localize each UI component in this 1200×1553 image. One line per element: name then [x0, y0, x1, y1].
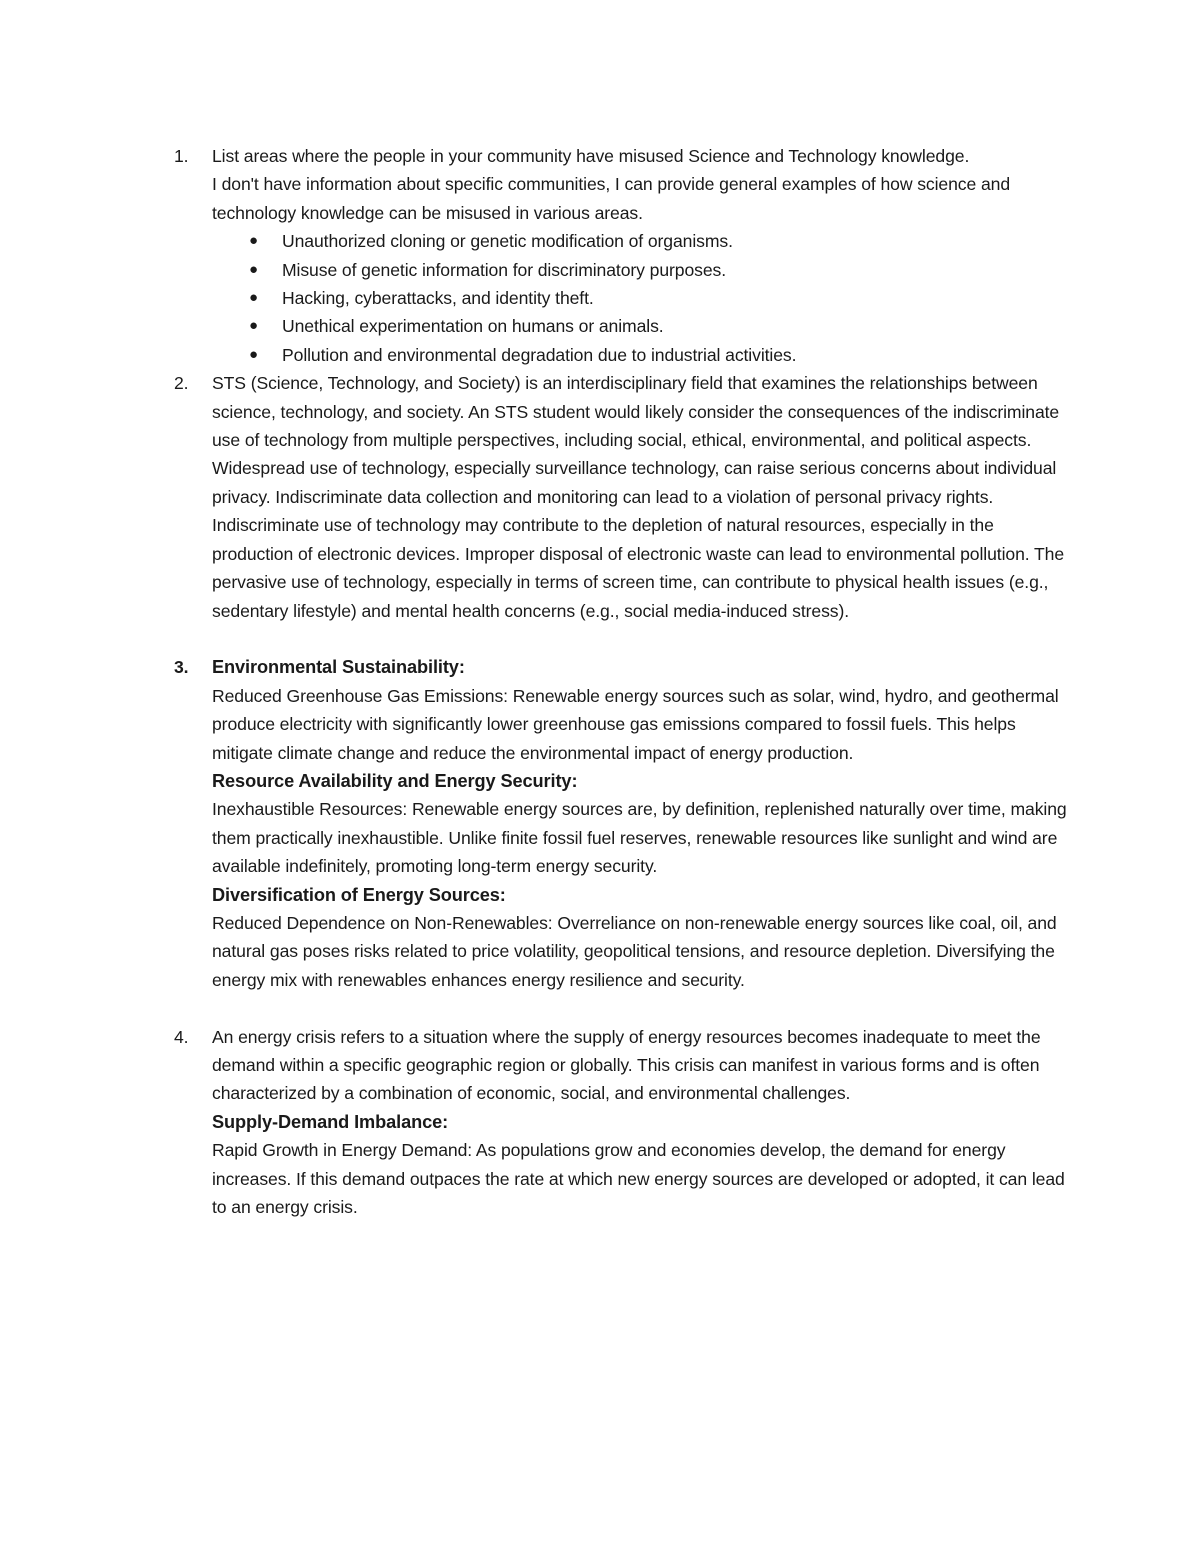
list-item-4 [174, 1023, 1072, 1222]
item-number: 2. [174, 373, 189, 394]
section-body: Inexhaustible Resources: Renewable energy sources are, by definition, replenished naturally over time, making them practically inexhaustible. Unlike finite fossil fuel reserves, renewable resources like sunlight and wind are available indefinitely, promoting long-term energy security. [212, 799, 1067, 877]
bullet-icon: ● [249, 232, 258, 250]
section-body: Reduced Dependence on Non-Renewables: Overreliance on non-renewable energy sources like coal, oil, and natural gas poses risks related to price volatility, geopolitical tensions, and resource depletion. Diversifying the energy mix with renewables enhances energy resilience and security. [212, 912, 1057, 990]
sts-paragraph-1: STS (Science, Technology, and Society) is an interdisciplinary field that examines the relationships between science, technology, and society. An STS student would likely consider the consequences of the indiscriminate use of technology from multiple perspectives, including social, ethical, environmental, and political aspects. [212, 373, 1060, 451]
bullet-icon: ● [249, 345, 258, 363]
list-item-3 [174, 653, 1072, 994]
bullet-icon: ● [249, 289, 258, 307]
question-1-text: List areas where the people in your community have misused Science and Technology knowledge. [212, 146, 970, 166]
section-body: Rapid Growth in Energy Demand: As populations grow and economies develop, the demand for energy increases. If this demand outpaces the rate at which new energy sources are developed or adopted, it can lead to an energy crisis. [212, 1140, 1065, 1217]
section-heading: Supply-Demand Imbalance: [212, 1111, 449, 1132]
item-number: 4. [174, 1026, 189, 1047]
document-body [174, 142, 1072, 1221]
item-number: 1. [174, 146, 189, 166]
spacer [212, 994, 1072, 1022]
bullet-item: ● Unethical experimentation on humans or animals. [282, 312, 1072, 340]
bullet-item: ● Pollution and environmental degradation due to industrial activities. [282, 341, 1072, 369]
bullet-icon: ● [249, 317, 258, 335]
section-heading: Resource Availability and Energy Security: [212, 770, 578, 791]
list-item-1 [174, 142, 1072, 369]
sts-paragraph-2: Widespread use of technology, especially surveillance technology, can raise serious concerns about individual privacy. Indiscriminate data collection and monitoring can lead to a violation of personal privacy rights. Indiscriminate use of technology may contribute to the depletion of natural resources, especially in the production of electronic devices. Improper disposal of electronic waste can lead to environmental pollution. The pervasive use of technology, especially in terms of screen time, can contribute to physical health issues (e.g., sedentary lifestyle) and mental health concerns (e.g., social media-induced stress). [212, 458, 1065, 621]
energy-crisis-intro: An energy crisis refers to a situation where the supply of energy resources becomes inadequate to meet the demand within a specific geographic region or globally. This crisis can manifest in various forms and is often characterized by a combination of economic, social, and environmental challenges. [212, 1026, 1041, 1104]
bullet-icon: ● [249, 260, 258, 278]
spacer [212, 625, 1072, 653]
misuse-bullet-list [212, 227, 1072, 369]
bullet-item: ● Hacking, cyberattacks, and identity theft. [282, 284, 1072, 312]
bullet-item: ● Unauthorized cloning or genetic modification of organisms. [282, 227, 1072, 255]
item-number: 3. [174, 657, 189, 678]
section-heading: Environmental Sustainability: [212, 657, 465, 678]
section-heading: Diversification of Energy Sources: [212, 884, 506, 905]
list-item-2 [174, 369, 1072, 625]
bullet-item: ● Misuse of genetic information for discriminatory purposes. [282, 256, 1072, 284]
section-body: Reduced Greenhouse Gas Emissions: Renewable energy sources such as solar, wind, hydro, and geothermal produce electricity with significantly lower greenhouse gas emissions compared to fossil fuels. This helps mitigate climate change and reduce the environmental impact of energy production. [212, 685, 1059, 763]
answer-1-text: I don't have information about specific communities, I can provide general examples of how science and technology knowledge can be misused in various areas. [212, 174, 1011, 223]
